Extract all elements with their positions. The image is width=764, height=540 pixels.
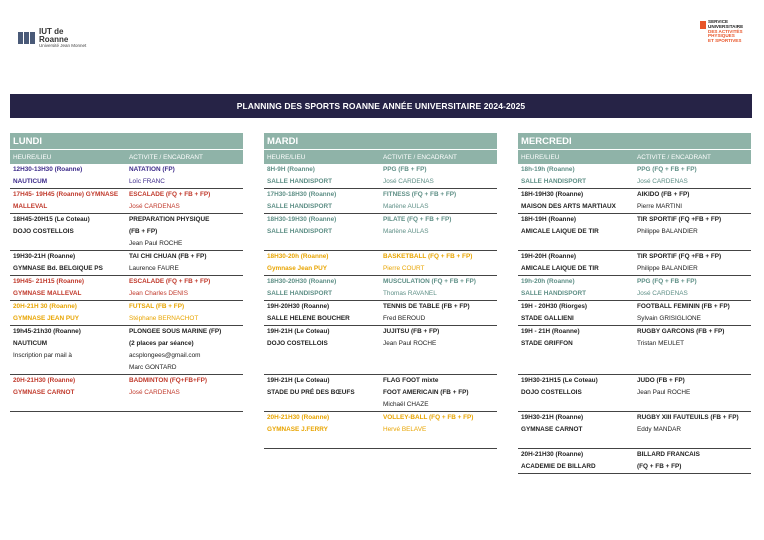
schedule-row	[518, 326, 751, 375]
header-activite-encadrant: ACTIVITE / ENCADRANT	[383, 153, 457, 161]
instructor-text: Philippe BALANDIER	[637, 265, 698, 272]
time-text: 20H-21H30 (Roanne)	[521, 451, 584, 458]
instructor-text: FOOT AMERICAIN (FB + FP)	[383, 389, 469, 396]
schedule-row	[10, 301, 243, 326]
activity-text: PPG (FB + FP)	[383, 166, 427, 173]
instructor-text: Loïc FRANC	[129, 178, 165, 185]
activity-text: ESCALADE (FQ + FB + FP)	[129, 191, 211, 198]
instructor-text	[637, 350, 751, 362]
day-title: MERCREDI	[518, 133, 751, 149]
instructor-text	[637, 362, 751, 374]
schedule-row	[10, 214, 243, 251]
schedule-row	[264, 412, 497, 449]
schedule-row	[518, 375, 751, 412]
time-text: 12H30-13H30 (Roanne)	[13, 166, 83, 173]
activity-text: BASKETBALL (FQ + FB + FP)	[383, 253, 473, 260]
location-text: STADE GALLIENI	[521, 315, 574, 322]
activity-text: TENNIS DE TABLE (FB + FP)	[383, 303, 470, 310]
location-text	[521, 436, 634, 448]
time-text: 18H30-19H30 (Roanne)	[267, 216, 337, 223]
location-text: NAUTICUM	[13, 340, 48, 347]
schedule-row	[518, 251, 751, 276]
location-text: GYMNASE CARNOT	[521, 426, 583, 433]
activity-text: TIR SPORTIF (FQ +FB + FP)	[637, 216, 722, 223]
location-text	[521, 399, 634, 411]
suaps-line4: PHYSIQUES	[708, 33, 735, 39]
location-text	[521, 238, 634, 250]
activity-text: FOOTBALL FEMININ (FB + FP)	[637, 303, 730, 310]
location-text	[267, 362, 380, 374]
instructor-text: José CARDENAS	[637, 178, 688, 185]
schedule-row	[518, 214, 751, 251]
activity-text: ESCALADE (FQ + FB + FP)	[129, 278, 211, 285]
header-heure-lieu: HEURE/LIEU	[521, 153, 560, 161]
instructor-text: Fred BEROUD	[383, 315, 426, 322]
schedule-row	[264, 214, 497, 251]
activity-text: JUJITSU (FB + FP)	[383, 328, 440, 335]
activity-text: RUGBY XIII FAUTEUILS (FB + FP)	[637, 414, 739, 421]
location-text	[267, 238, 380, 250]
location-text	[521, 362, 634, 374]
instructor-text: Hervé BELAVE	[383, 426, 427, 433]
location-text: AMICALE LAIQUE DE TIR	[521, 265, 599, 272]
activity-text: PPG (FQ + FB + FP)	[637, 166, 697, 173]
schedule-row	[518, 412, 751, 449]
instructor-text	[383, 362, 497, 374]
location-text: GYMNASE MALLEVAL	[13, 290, 82, 297]
suaps-line3: DES ACTIVITÉS	[708, 28, 743, 34]
instructor-text	[383, 350, 497, 362]
location-text	[267, 350, 380, 362]
schedule-row	[10, 375, 243, 412]
iut-logo-line2: Roanne	[39, 35, 69, 44]
schedule-row	[264, 251, 497, 276]
instructor-text: Stéphane BERNACHOT	[129, 315, 199, 322]
location-text	[13, 399, 126, 411]
time-text: 19H30-21H (Roanne)	[521, 414, 584, 421]
activity-text: PREPARATION PHYSIQUE	[129, 216, 210, 223]
iut-logo-icon	[18, 32, 35, 44]
suaps-logo	[700, 20, 743, 44]
column-headers	[10, 149, 243, 164]
header-activite-encadrant: ACTIVITE / ENCADRANT	[129, 153, 203, 161]
schedule-row	[264, 326, 497, 375]
instructor-text: (FB + FP)	[129, 228, 158, 235]
time-text: 19H-20H30 (Roanne)	[267, 303, 330, 310]
column-headers	[518, 149, 751, 164]
activity-text: NATATION (FP)	[129, 166, 175, 173]
instructor-text: Marlène AULAS	[383, 203, 429, 210]
location-text: SALLE HANDISPORT	[267, 203, 332, 210]
schedule-row	[10, 276, 243, 301]
day-title: MARDI	[264, 133, 497, 149]
schedule-row	[518, 449, 751, 474]
day-column-mercredi	[518, 133, 751, 474]
time-text: 20H-21H 30 (Roanne)	[13, 303, 77, 310]
location-text: DOJO COSTELLOIS	[13, 228, 74, 235]
instructor-text: Marlène AULAS	[383, 228, 429, 235]
instructor-text	[637, 238, 751, 250]
location-text	[13, 238, 126, 250]
time-text: 19H-21H (Le Coteau)	[267, 328, 330, 335]
time-text: 19H45- 21H15 (Roanne)	[13, 278, 85, 285]
instructor-text	[383, 238, 497, 250]
instructor-text: (FQ + FB + FP)	[637, 463, 682, 470]
instructor-text	[383, 436, 497, 448]
time-text: 19h45-21h30 (Roanne)	[13, 328, 81, 335]
activity-text: TAI CHI CHUAN (FB + FP)	[129, 253, 207, 260]
time-text: 17H45- 19H45 (Roanne) GYMNASE	[13, 191, 119, 198]
time-text: 17H30-18H30 (Roanne)	[267, 191, 337, 198]
instructor-text	[637, 436, 751, 448]
time-text: 18H45-20H15 (Le Coteau)	[13, 216, 90, 223]
time-text: 18H-19H30 (Roanne)	[521, 191, 584, 198]
activity-text: MUSCULATION (FQ + FB + FP)	[383, 278, 476, 285]
time-text: 19h-20h (Roanne)	[521, 278, 575, 285]
day-column-mardi	[264, 133, 497, 449]
schedule-row	[264, 301, 497, 326]
location-text: SALLE HANDISPORT	[267, 228, 332, 235]
location-text	[13, 362, 126, 374]
location-text	[267, 436, 380, 448]
activity-text: RUGBY GARCONS (FB + FP)	[637, 328, 725, 335]
location-text: AMICALE LAIQUE DE TIR	[521, 228, 599, 235]
location-text	[267, 399, 380, 411]
instructor-text: Jean Paul ROCHE	[383, 340, 437, 347]
instructor-text: (2 places par séance)	[129, 340, 194, 347]
header-heure-lieu: HEURE/LIEU	[267, 153, 306, 161]
page-title: PLANNING DES SPORTS ROANNE ANNÉE UNIVERSITAIRE 2024-2025	[10, 94, 752, 118]
instructor-text: Thomas RAVANEL	[383, 290, 437, 297]
location-text: STADE DU PRÉ DES BŒUFS	[267, 389, 355, 396]
time-text: 19H-21H (Le Coteau)	[267, 377, 330, 384]
instructor-text: Jean Paul ROCHE	[637, 389, 691, 396]
instructor-text: Sylvain GRISIGLIONE	[637, 315, 701, 322]
time-text: 20H-21H30 (Roanne)	[13, 377, 76, 384]
day-column-lundi	[10, 133, 243, 412]
time-text: 8H-9H (Roanne)	[267, 166, 315, 173]
instructor-text	[637, 399, 751, 411]
header-heure-lieu: HEURE/LIEU	[13, 153, 52, 161]
instructor-text: José CARDENAS	[637, 290, 688, 297]
iut-roanne-logo	[18, 28, 86, 49]
schedule-row	[10, 189, 243, 214]
instructor-text: José CARDENAS	[383, 178, 434, 185]
instructor-text: José CARDENAS	[129, 389, 180, 396]
time-text: 19H-20H (Roanne)	[521, 253, 577, 260]
instructor-text[interactable]: acsplongees@gmail.com	[129, 352, 201, 359]
activity-text: VOLLEY-BALL (FQ + FB + FP)	[383, 414, 474, 421]
schedule-row	[264, 375, 497, 412]
suaps-logo-icon	[700, 21, 706, 29]
instructor-text: Philippe BALANDIER	[637, 228, 698, 235]
iut-logo-line1: IUT de	[39, 27, 64, 36]
time-text: 18H30-20h (Roanne)	[267, 253, 329, 260]
activity-text: AIKIDO (FB + FP)	[637, 191, 690, 198]
schedule-row	[264, 276, 497, 301]
instructor-text: José CARDENAS	[129, 203, 180, 210]
location-text: Gymnase Jean PUY	[267, 265, 328, 272]
activity-text: FLAG FOOT mixte	[383, 377, 439, 384]
schedule-row	[518, 276, 751, 301]
suaps-line5: ET SPORTIVES	[708, 38, 742, 44]
time-text: 19H - 20H30 (Riorges)	[521, 303, 588, 310]
suaps-line1: SERVICE	[708, 19, 729, 24]
header-activite-encadrant: ACTIVITE / ENCADRANT	[637, 153, 711, 161]
time-text: 19H30-21H15 (Le Coteau)	[521, 377, 598, 384]
activity-text: FUTSAL (FB + FP)	[129, 303, 185, 310]
day-title: LUNDI	[10, 133, 243, 149]
activity-text: PILATE (FQ + FB + FP)	[383, 216, 452, 223]
location-text: GYMNASE J.FERRY	[267, 426, 328, 433]
time-text: 18H-19H (Roanne)	[521, 216, 577, 223]
time-text: 19H30-21H (Roanne)	[13, 253, 76, 260]
instructor-text: Laurence FAURE	[129, 265, 179, 272]
location-text: SALLE HANDISPORT	[521, 178, 586, 185]
instructor-text: Pierre COURT	[383, 265, 425, 272]
activity-text: JUDO (FB + FP)	[637, 377, 685, 384]
location-text: GYMNASE JEAN PUY	[13, 315, 80, 322]
location-text: GYMNASE CARNOT	[13, 389, 75, 396]
location-text	[521, 350, 634, 362]
schedule-row	[518, 164, 751, 189]
time-text: 18h-19h (Roanne)	[521, 166, 575, 173]
location-text: NAUTICUM	[13, 178, 48, 185]
time-text: 20H-21H30 (Roanne)	[267, 414, 330, 421]
location-text: Inscription par mail à	[13, 352, 72, 359]
location-text: SALLE HANDISPORT	[267, 290, 332, 297]
instructor-text: Pierre MARTINI	[637, 203, 682, 210]
instructor-text: Marc GONTARD	[129, 364, 177, 371]
location-text: ACADEMIE DE BILLARD	[521, 463, 596, 470]
activity-text: PPG (FQ + FB + FP)	[637, 278, 697, 285]
location-text: SALLE HANDISPORT	[521, 290, 586, 297]
location-text: MAISON DES ARTS MARTIAUX	[521, 203, 616, 210]
activity-text: FITNESS (FQ + FB + FP)	[383, 191, 457, 198]
instructor-text: Jean Paul ROCHE	[129, 240, 183, 247]
instructor-text: Tristan MEULET	[637, 340, 684, 347]
time-text: 19H - 21H (Roanne)	[521, 328, 580, 335]
instructor-text: Michaël CHAZE	[383, 401, 429, 408]
schedule-row	[10, 326, 243, 375]
activity-text: BADMINTON (FQ+FB+FP)	[129, 377, 207, 384]
instructor-text: Jean Charles DENIS	[129, 290, 188, 297]
schedule-row	[264, 164, 497, 189]
column-headers	[264, 149, 497, 164]
schedule-row	[264, 189, 497, 214]
location-text: STADE GRIFFON	[521, 340, 573, 347]
instructor-text: Eddy MANDAR	[637, 426, 682, 433]
activity-text: PLONGEE SOUS MARINE (FP)	[129, 328, 222, 335]
schedule-row	[518, 189, 751, 214]
schedule-row	[10, 164, 243, 189]
iut-logo-line3: Université Jean Monnet	[39, 43, 87, 48]
location-text: SALLE HELENE BOUCHER	[267, 315, 350, 322]
suaps-line2: UNIVERSITAIRE	[708, 23, 744, 29]
location-text: MALLEVAL	[13, 203, 48, 210]
time-text: 18H30-20H30 (Roanne)	[267, 278, 337, 285]
location-text: SALLE HANDISPORT	[267, 178, 332, 185]
schedule-row	[518, 301, 751, 326]
schedule-row	[10, 251, 243, 276]
location-text: DOJO COSTELLOIS	[267, 340, 328, 347]
instructor-text	[129, 399, 243, 411]
location-text: DOJO COSTELLOIS	[521, 389, 582, 396]
activity-text: TIR SPORTIF (FQ +FB + FP)	[637, 253, 722, 260]
activity-text: BILLARD FRANCAIS	[637, 451, 700, 458]
location-text: GYMNASE Bd. BELGIQUE PS	[13, 265, 103, 272]
